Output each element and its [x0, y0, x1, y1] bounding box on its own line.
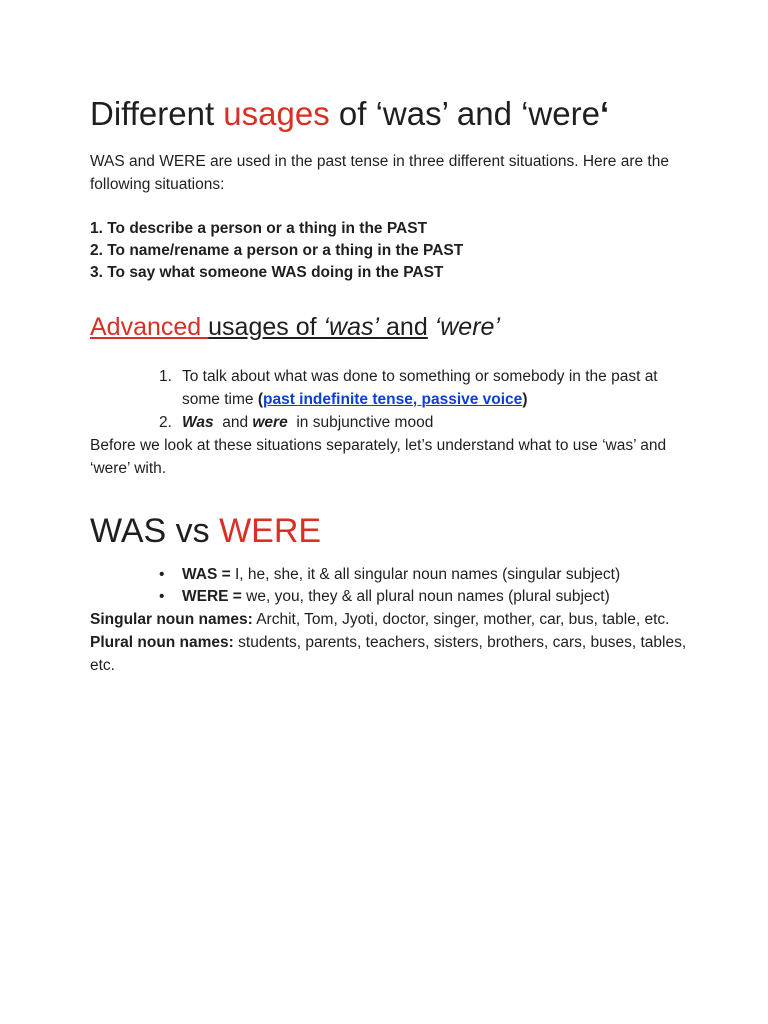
was-vs-were-heading: [90, 508, 690, 554]
list-item: [159, 586, 690, 608]
subjunctive-end: in subjunctive mood: [287, 413, 434, 431]
bullet-label-was: WAS =: [182, 565, 235, 583]
plural-noun-names: [90, 631, 690, 677]
page-title: [90, 92, 690, 136]
bullet-dot: •: [159, 565, 165, 583]
singular-text: Archit, Tom, Jyoti, doctor, singer, mother, car, bus, table, etc.: [252, 610, 670, 628]
singular-label: Singular noun names:: [90, 610, 253, 628]
title-part-1: Different: [90, 95, 224, 132]
plural-label: Plural noun names:: [90, 633, 234, 651]
advanced-accent-word: Advanced: [90, 313, 209, 341]
link-comma: ,: [412, 390, 422, 408]
bullet-dot: •: [159, 587, 165, 605]
advanced-usages-list: [90, 365, 690, 434]
bullet-label-were: WERE =: [182, 587, 247, 605]
passive-voice-link[interactable]: passive voice: [421, 390, 523, 408]
list-item: [159, 411, 690, 434]
advanced-heading: [90, 310, 690, 344]
bullet-text-was: I, he, she, it & all singular noun names (singular subject): [234, 565, 621, 583]
plural-text: students, parents, teachers, sisters, brothers, cars, buses, tables, etc.: [90, 633, 687, 674]
close-paren: ): [522, 390, 528, 408]
document-page: [90, 92, 690, 677]
situation-item-1: 1. To describe a person or a thing in the PAST: [90, 220, 428, 237]
was-vs-accent: WERE: [219, 511, 322, 550]
advanced-spacer: [428, 313, 435, 341]
before-paragraph: Before we look at these situations separately, let’s understand what to use ‘was’ and ‘were’ with.: [90, 436, 667, 477]
title-accent-word: usages: [223, 95, 330, 132]
situation-item-2: 2. To name/rename a person or a thing in the PAST: [90, 242, 464, 259]
situations-list: [90, 218, 690, 284]
title-part-2: of ‘was’ and ‘were: [329, 95, 600, 132]
situation-item-3: 3. To say what someone WAS doing in the PAST: [90, 264, 444, 281]
list-marker-1: 1.: [159, 367, 172, 385]
list-item: [159, 365, 690, 411]
subjunctive-were: were: [252, 413, 288, 431]
bullet-text-were: we, you, they & all plural noun names (plural subject): [246, 587, 610, 605]
subjunctive-and: and: [213, 413, 253, 431]
list-marker-2: 2.: [159, 413, 172, 431]
list-item-1-text: To talk about what was done to something or somebody in the past at some time: [182, 367, 658, 408]
was-vs-plain: WAS vs: [90, 511, 220, 550]
was-were-bullet-list: [90, 564, 690, 608]
subjunctive-was: Was: [182, 413, 214, 431]
singular-noun-names: [90, 608, 690, 631]
list-item: [159, 564, 690, 586]
past-indefinite-tense-link[interactable]: past indefinite tense: [262, 390, 413, 408]
advanced-was: ‘was’: [323, 313, 380, 341]
advanced-were: ‘were’: [434, 313, 500, 341]
intro-paragraph: WAS and WERE are used in the past tense in three different situations. Here are the following situations:: [90, 153, 669, 193]
advanced-usages-of: usages of: [208, 313, 324, 341]
advanced-and: and: [379, 313, 428, 341]
title-tail-quote: ‘: [599, 95, 610, 132]
open-paren: (: [257, 390, 263, 408]
